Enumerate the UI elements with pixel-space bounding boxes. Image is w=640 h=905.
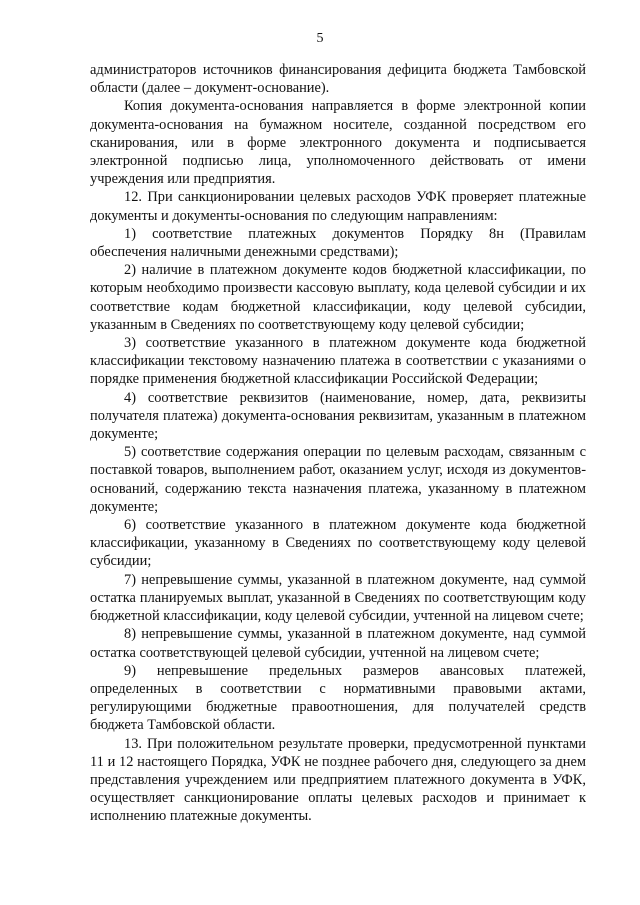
list-item-3: 3) соответствие указанного в платежном документе кода бюджетной классификации текстовому назначению платежа в соответствии с указаниями о порядке применения бюджетной классификации Российской Федерации;: [90, 335, 586, 388]
paragraph-continuation: администраторов источников финансирования дефицита бюджета Тамбовской области (далее – документ-основание).: [90, 62, 586, 97]
page-number: 5: [316, 31, 324, 46]
document-body: [90, 61, 586, 826]
paragraph-item-13: 13. При положительном результате проверки, предусмотренной пунктами 11 и 12 настоящего Порядка, УФК не позднее рабочего дня, следующего за днем представления учреждением или предприятием платежного документа в УФК, осуществляет санкционирование оплаты целевых расходов и принимает к исполнению платежные документы.: [90, 735, 586, 825]
list-item-5: 5) соответствие содержания операции по целевым расходам, связанным с поставкой товаров, выполнением работ, оказанием услуг, исходя из документов-оснований, содержанию текста назначения платежа, указанному в платежном документе;: [90, 444, 586, 515]
list-item-6: 6) соответствие указанного в платежном документе кода бюджетной классификации, указанному в Сведениях по соответствующему коду целевой субсидии;: [90, 517, 586, 570]
list-item-8: 8) непревышение суммы, указанной в платежном документе, над суммой остатка соответствующей целевой субсидии, учтенной на лицевом счете;: [90, 626, 586, 661]
list-item-2: 2) наличие в платежном документе кодов бюджетной классификации, по которым необходимо произвести кассовую выплату, кода целевой субсидии и их соответствие кодам бюджетной классификации, коду целевой субсидии, указанным в Сведениях по соответствующему коду целевой субсидии;: [90, 262, 586, 333]
paragraph-copy-of-basis-document: Копия документа-основания направляется в форме электронной копии документа-основания на бумажном носителе, созданной посредством его сканирования, или в форме электронного документа и подписывается электронной подписью лица, уполномоченного действовать от имени учреждения или предприятия.: [90, 98, 586, 188]
paragraph-item-12: 12. При санкционировании целевых расходов УФК проверяет платежные документы и документы-основания по следующим направлениям:: [90, 189, 586, 224]
list-item-4: 4) соответствие реквизитов (наименование, номер, дата, реквизиты получателя платежа) документа-основания реквизитам, указанным в платежном документе;: [90, 389, 586, 443]
list-item-7: 7) непревышение суммы, указанной в платежном документе, над суммой остатка планируемых выплат, указанной в Сведениях по соответствующим коду бюджетной классификации, коду целевой субсидии, учтенной на лицевом счете;: [90, 571, 586, 625]
list-item-1: 1) соответствие платежных документов Порядку 8н (Правилам обеспечения наличными денежными средствами);: [90, 225, 586, 261]
list-item-9: 9) непревышение предельных размеров авансовых платежей, определенных в соответствии с нормативными правовыми актами, регулирующими бюджетные правоотношения, для получателей средств бюджета Тамбовской области.: [90, 662, 586, 734]
